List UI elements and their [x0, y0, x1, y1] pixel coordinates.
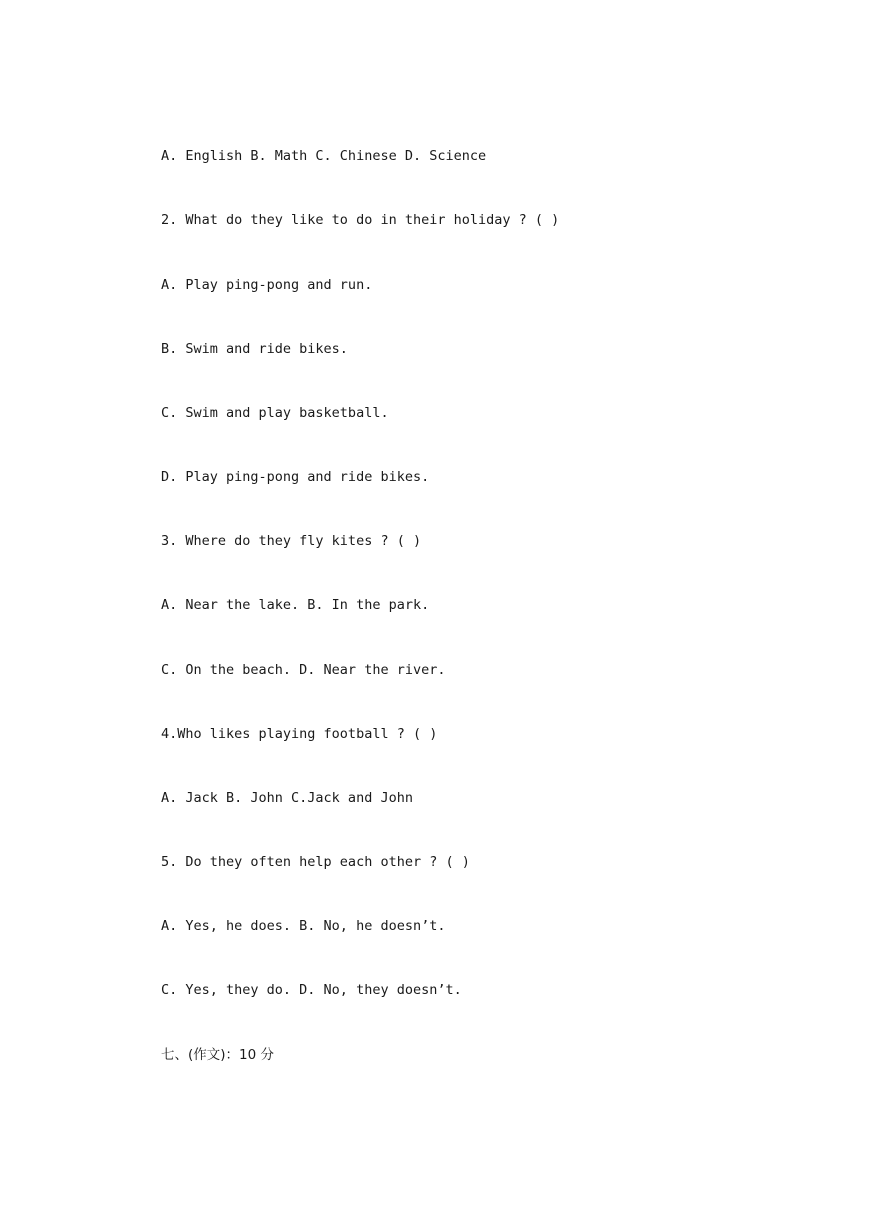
q2-option-d: D. Play ping-pong and ride bikes. [161, 469, 430, 485]
section-seven-heading: 七、(作文)：10 分 [161, 1047, 275, 1063]
q5-options-cd: C. Yes, they do. D. No, they doesn’t. [161, 982, 462, 998]
q5-question: 5. Do they often help each other ? ( ) [161, 854, 470, 870]
q4-options: A. Jack B. John C.Jack and John [161, 790, 413, 806]
q2-option-b: B. Swim and ride bikes. [161, 341, 348, 357]
q3-options-cd: C. On the beach. D. Near the river. [161, 662, 446, 678]
q4-question: 4.Who likes playing football ? ( ) [161, 726, 438, 742]
q2-option-c: C. Swim and play basketball. [161, 405, 389, 421]
q3-options-ab: A. Near the lake. B. In the park. [161, 597, 430, 613]
q2-question: 2. What do they like to do in their holiday ? ( ) [161, 212, 560, 228]
q3-question: 3. Where do they fly kites ? ( ) [161, 533, 422, 549]
q5-options-ab: A. Yes, he does. B. No, he doesn’t. [161, 918, 446, 934]
q2-option-a: A. Play ping-pong and run. [161, 277, 373, 293]
q1-options: A. English B. Math C. Chinese D. Science [161, 148, 487, 164]
